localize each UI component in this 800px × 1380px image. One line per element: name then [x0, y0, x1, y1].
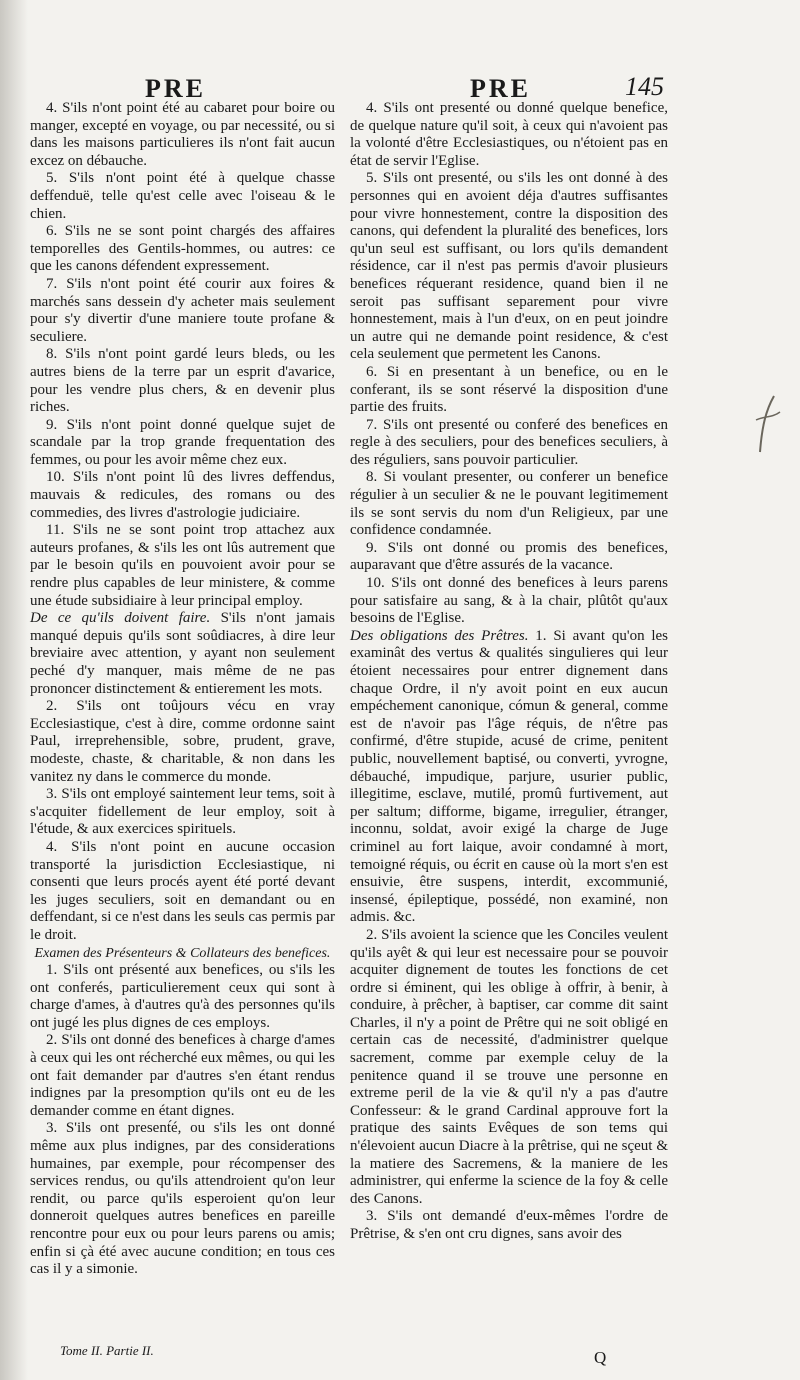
paragraph: 4. S'ils n'ont point été au cabaret pour boire ou manger, excepté en voyage, ou par necessité, ou si dans les maisons particulieres ils n'ont fait aucun excez on débauche.: [30, 100, 335, 169]
paragraph: 5. S'ils ont presenté, ou s'ils les ont donné à des personnes qui en avoient déja d'autres suffisantes pour vivre honnestement, contre la disposition des canons, qui defendent la pluralité des benefices, lors qu'un seul est suffisant, ou lors qu'ils demandent résidence, car il n'est pas permis d'avoir plusieurs benefices réquerant residence, quand bien il ne seroit pas suffisant separement pour vivre honnestement, mais à l'un d'eux, on en peut joindre un autre qui ne demande point residence, & c'est cela seulement que permetent les Canons.: [350, 170, 668, 363]
paragraph: 8. S'ils n'ont point gardé leurs bleds, ou les autres biens de la terre par un esprit d'avarice, pour les vendre plus chers, & en devenir plus riches.: [30, 346, 335, 416]
paragraph: 2. S'ils ont donné des benefices à charge d'ames à ceux qui les ont récherché eux mêmes, ou qui les ont fait demander par d'autres s'en étant rendus indignes par la presomption qu'ils ont eu de les demander comme en étant dignes.: [30, 1032, 335, 1119]
section-text: 1. Si avant qu'on les examinât des vertus & qualités singulieres qui leur étoient necessaires pour entrer dignement dans chaque Ordre, il n'y avoit point en eux aucun empéchement canonique, cómun & general, comme est de n'avoir pas l'âge réquis, de n'être pas confirmé, d'être stupide, acusé de crime, penitent public, nouvellement baptisé, ou converti, yvrogne, débauché, impudique, parjure, usurier public, illegitime, esclave, mutilé, promû furtivement, aut per saltum; difforme, bigame, irregulier, étranger, inconnu, soldat, avoir exigé la charge de Juge criminel au fort laique, avoir condamné à mort, temoigné réquis, ou écrit en cause où la mort s'en est ensuivie, être suspens, interdit, excommunié, insensé, épileptique, possédé, non examiné, non admis. &c.: [350, 627, 669, 926]
paragraph: 6. S'ils ne se sont point chargés des affaires temporelles des Gentils-hommes, ou autres: ce que les canons défendent expressement.: [30, 223, 335, 275]
page-number: 145: [625, 72, 664, 101]
paragraph: 8. Si voulant presenter, ou conferer un benefice régulier à un seculier & ne le pouvant legitimement ils se sont servis du nom d'un Religieux, par une confidence condamnée.: [350, 469, 668, 539]
paragraph: 7. S'ils ont presenté ou conferé des benefices en regle à des seculiers, pour des benefices seculiers, à des réguliers, sans pouvoir particulier.: [350, 416, 668, 468]
section-heading: De ce qu'ils doivent faire.: [30, 610, 211, 627]
section-text: S'ils n'ont jamais manqué depuis qu'ils sont soûdiacres, à dire leur breviaire avec attention, y ayant non seulement peché d'y manquer, mais même de ne pas prononcer distinctement & entierement les mots.: [30, 610, 335, 697]
paragraph: 4. S'ils ont presenté ou donné quelque benefice, de quelque nature qu'il soit, à ceux qui n'avoient pas la volonté d'être Ecclesiastiques, ou n'étoient pas en état de servir l'Eglise.: [350, 100, 668, 169]
signature-mark: Q: [594, 1348, 607, 1367]
left-column: [30, 100, 335, 1279]
right-column: [350, 100, 668, 1244]
paragraph: 4. S'ils n'ont point en aucune occasion transporté la jurisdiction Ecclesiastique, ni consenti que leurs procés ayent été porté devant les juges seculiers, soit en demandant ou en deffendant, si ce n'est dans les seuls cas permis par le droit.: [30, 838, 335, 943]
running-head-left: PRE: [145, 74, 206, 103]
gutter-shadow: [0, 0, 28, 1380]
paragraph: 2. S'ils avoient la science que les Conciles veulent qu'ils ayêt & qui leur est necessaire pour se pouvoir acquiter dignement de toutes les fonctions de cet ordre si éminent, qui les oblige à offrir, à benir, à conduire, à prêcher, à baptiser, car comme dit saint Charles, il n'y a point de Prêtre qui ne soit obligé en certain cas de necessité, d'administrer quelque sacrement, comme par exemple celuy de la penitence quand il se trouve une personne en extreme peril de la vie & qu'il n'y a pas d'autre Confesseur: & le grand Cardinal approuve fort la pratique des saints Evêques de son tems qui n'élevoient aucun Diacre à la prêtrise, qui ne sçeut & la matiere des Sacremens, & la maniere de les administrer, qui enferme la science de la foy & celle des Canons.: [350, 926, 668, 1207]
paragraph: 10. S'ils ont donné des benefices à leurs parens pour satisfaire au sang, & à la chair, plûtôt qu'aux besoins de l'Eglise.: [350, 575, 668, 627]
paragraph: 3. S'ils ont demandé d'eux-mêmes l'ordre de Prêtrise, & s'en ont cru dignes, sans avoir des: [350, 1208, 668, 1242]
paragraph: 3. S'ils ont employé saintement leur tems, soit à s'acquiter fidellement de leur employ, soit à l'étude, & aux exercices spirituels.: [30, 786, 335, 838]
paragraph: 9. S'ils ont donné ou promis des benefices, auparavant que d'être assurés de la vacance.: [350, 539, 668, 574]
paragraph: 10. S'ils n'ont point lû des livres deffendus, mauvais & redicules, des romans ou des commedies, des livres d'astrologie judiciaire.: [30, 469, 335, 521]
paragraph: 9. S'ils n'ont point donné quelque sujet de scandale par la trop grande frequentation des femmes, ou pour les avoir même chez eux.: [30, 416, 335, 468]
paragraph: 3. S'ils ont present́é, ou s'ils les ont donné même aux plus indignes, par des considerations humaines, par exemple, pour récompenser des services rendus, ou qu'ils attendroient qu'on leur rendit, ou parce qu'ils esperoient qu'on leur donneroit quelques autres benefices en pareille rencontre pour eux ou pour leurs parens ou amis; enfin si çà été avec aucune condition; en tous ces cas il y a simonie.: [30, 1120, 335, 1278]
paragraph: 6. Si en presentant à un benefice, ou en le conferant, ils se sont réservé la disposition d'une partie des fruits.: [350, 363, 668, 416]
running-head-right: PRE: [470, 74, 531, 103]
section-heading: Examen des Présenteurs & Collateurs des benefices.: [34, 945, 331, 961]
paragraph: 2. S'ils ont toûjours vécu en vray Ecclesiastique, c'est à dire, comme ordonne saint Paul, irreprehensible, sobre, prudent, grave, modeste, chaste, & charitable, & non dans les vanitez ny dans le commerce du monde.: [30, 698, 335, 785]
paragraph: 5. S'ils n'ont point été à quelque chasse deffenduë, telle qu'est celle avec l'oiseau & le chien.: [30, 170, 335, 222]
paragraph: 7. S'ils n'ont point été courir aux foires & marchés sans dessein d'y acheter mais seulement pour s'y divertir d'une maniere toute profane & seculiere.: [30, 275, 335, 345]
volume-footer: Tome II. Partie II.: [60, 1343, 154, 1358]
section-paragraph: [30, 610, 335, 698]
paragraph: 1. S'ils ont présenté aux benefices, ou s'ils les ont conferés, particulierement ceux qui sont à charge d'ames, à d'autres qu'à des personnes qu'ils ont jugé les plus dignes de ces employs.: [30, 962, 335, 1031]
margin-ink-mark: [752, 392, 782, 462]
section-paragraph: [350, 628, 668, 927]
section-heading: Des obligations des Prêtres.: [350, 627, 529, 644]
paragraph: 11. S'ils ne se sont point trop attachez aux auteurs profanes, & s'ils les ont lûs autrement que par le besoin qu'ils en pouvoient avoir pour se rendre plus capables de leur ministere, & comme une étude subsidiaire à leur principal employ.: [30, 522, 335, 609]
